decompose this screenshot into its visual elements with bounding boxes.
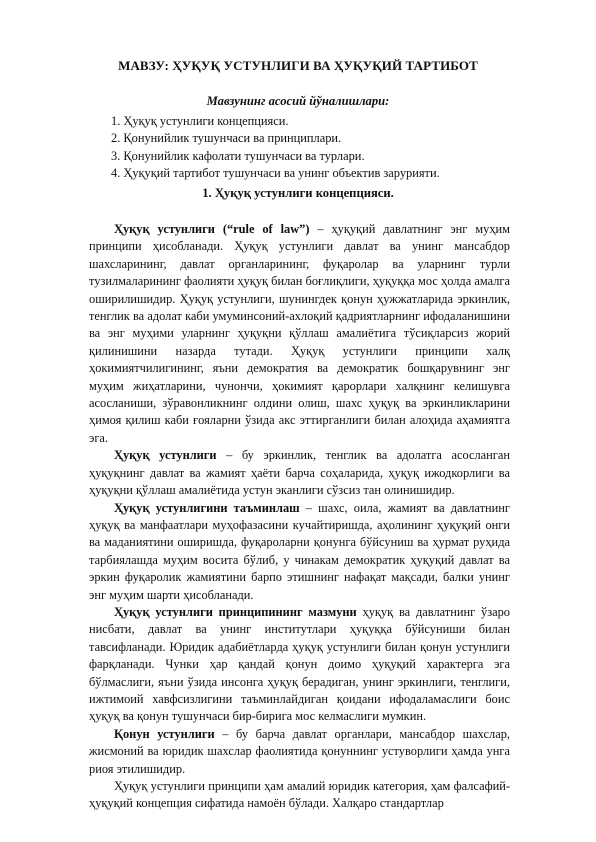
paragraph-text: – бу барча давлат органлари, мансабдор шахслар, жисмоний ва юридик шахслар фаолиятида қонуннинг устуворлиги ҳамда унга риоя этилишидир. [89, 726, 510, 776]
plan-item: 3. Қонунийлик кафолати тушунчаси ва турлари. [111, 148, 365, 163]
paragraph-text: – бу эркинлик, тенглик ва адолатга асосланган ҳуқуқнинг давлат ва жамият ҳаёти барча соҳаларида, ҳуқуқ ижодкорлиги ва ҳуқуқни қўллаш амалиётида устун эканлиги сўзсиз тан олинишидир. [89, 448, 510, 498]
paragraph [89, 500, 510, 604]
paragraph [89, 447, 510, 499]
paragraph [89, 604, 510, 726]
paragraph-text: – шахс, оила, жамият ва давлатнинг ҳуқуқ ва манфаатлари муҳофазасини кучайтиришда, аҳолининг ҳуқуқий онги ва маданиятини оширишда, фуқароларни қонунга бўйсуниш ва ҳурмат руҳида тарбиялашда муҳим восита бўлиб, у чинакам демократик ҳуқуқий давлат ва эркин фуқаролик жамиятини барпо этишнинг нафақат мақсади, балки унинг энг муҳим шарти ҳисобланади. [89, 500, 510, 602]
paragraph [89, 726, 510, 778]
plan-subtitle: Мавзунинг асосий йўналишлари: [206, 94, 390, 108]
paragraph-term: Ҳуқуқ устунлиги [114, 448, 217, 463]
paragraph [89, 221, 510, 447]
paragraph-text: ҳуқуқ ва давлатнинг ўзаро нисбати, давлат ва унинг институтлари ҳуқуққа бўйсуниши билан тавсифланади. Юридик адабиётларда ҳуқуқ устунлиги билан қонун устунлиги фарқланади. Чунки ҳар қандай қонун доимо ҳуқуқий характерга эга бўлмаслиги, яъни ўзида инсонга ҳуқуқ берадиган, унинг эркинлиги, тенглиги, ижтимоий хавфсизлигини таъминлайдиган қоидани ифодаламаслиги боис ҳуқуқ ва қонун тушунчаси бир-бирига мос келмаслиги мумкин. [89, 604, 510, 724]
document-title: МАВЗУ: ҲУҚУҚ УСТУНЛИГИ ВА ҲУҚУҚИЙ ТАРТИБОТ [118, 58, 478, 73]
plan-item: 4. Ҳуқуқий тартибот тушунчаси ва унинг объектив зарурияти. [111, 166, 440, 181]
paragraph-term: Ҳуқуқ устунлиги (“rule of law”) [114, 222, 310, 236]
document-body [89, 221, 510, 813]
plan-item: 2. Қонунийлик тушунчаси ва принциплари. [111, 131, 342, 146]
paragraph-term: Ҳуқуқ устунлиги принципининг мазмуни [114, 604, 357, 619]
paragraph-text: Ҳуқуқ устунлиги принципи ҳам амалий юридик категория, ҳам фалсафий-ҳуқуқий концепция сифатида намоён бўлади. Халқаро стандартлар [89, 779, 510, 811]
topic-plan-list [111, 113, 440, 183]
section-heading: 1. Ҳуқуқ устунлиги концепцияси. [202, 186, 394, 200]
paragraph-text: – ҳуқуқий давлатнинг энг муҳим принципи ҳисобланади. Ҳуқуқ устунлиги давлат ва унинг мансабдор шахсларининг, давлат органларининг, фуқаролар ва уларнинг турли тузилмаларининг фаолияти ҳуқуқ билан боғлиқлиги, ҳуқуққа мос ҳолда амалга оширилишидир. Ҳуқуқ устунлиги, шунингдек қонун ҳужжатларида эркинлик, тенглик ва адолат каби умуминсоний-ахлоқий қадриятларнинг ифодаланишини ва энг муҳими уларнинг ҳуқуқни қўллаш амалиётига тўсиқларсиз жорий қилинишини назарда тутади. Ҳуқуқ устунлиги принципи халқ ҳокимиятчилигининг, яъни демократия ва демократик бошқарувнинг энг муҳим жиҳатларини, чунончи, ҳокимият қарорлари халқнинг келишувга асосланиши, зўравонликнинг олдини олиш, шахс ҳуқуқ ва эркинликларини ҳимоя қилиш каби ғояларни ўзида акс эттирганлиги билан алоҳида аҳамиятга эга. [89, 222, 510, 445]
paragraph-term: Ҳуқуқ устунлигини таъминлаш [114, 500, 300, 515]
paragraph-term: Қонун устунлиги [114, 726, 215, 741]
plan-item: 1. Ҳуқуқ устунлиги концепцияси. [111, 114, 289, 128]
paragraph [89, 778, 510, 813]
